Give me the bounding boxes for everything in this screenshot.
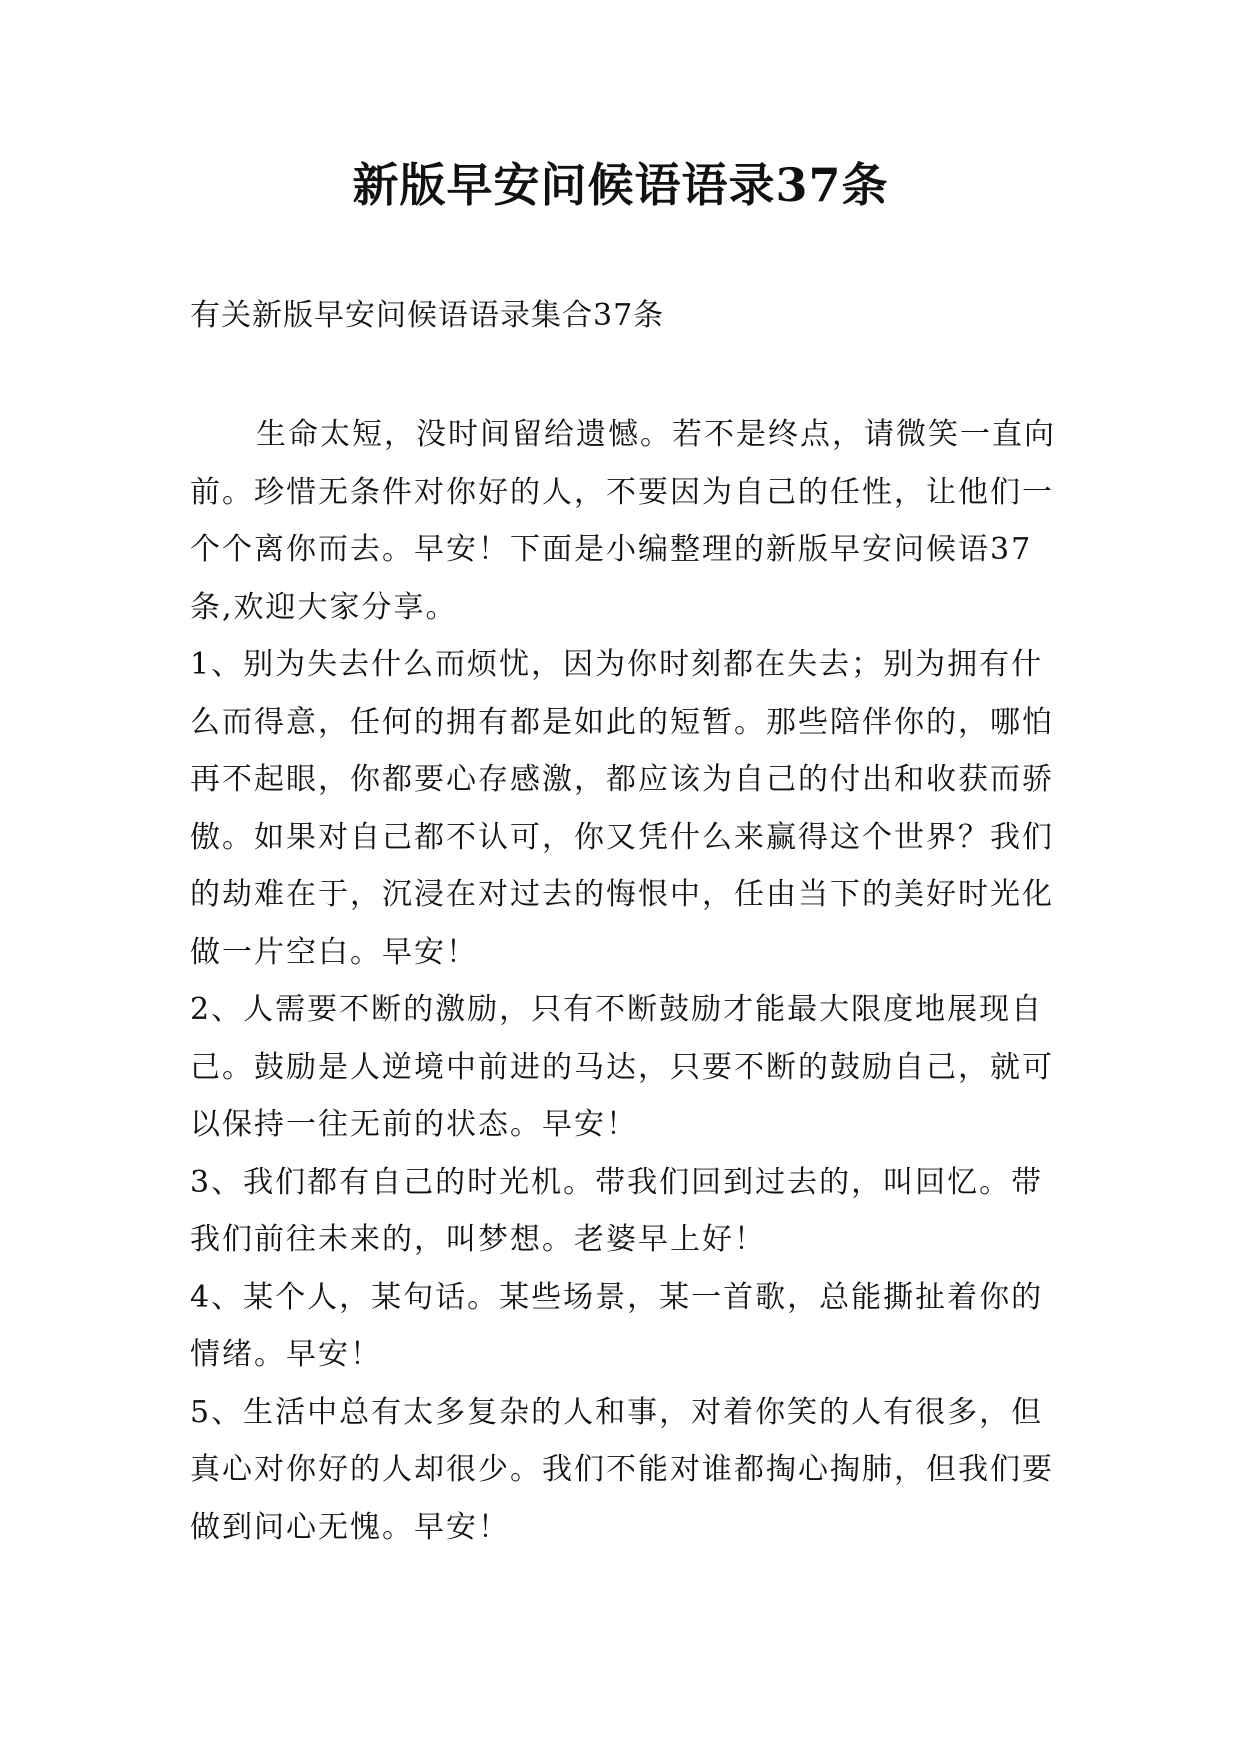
list-item: 4、某个人，某句话。某些场景，某一首歌，总能撕扯着你的情绪。早安！: [190, 1279, 1044, 1372]
list-item: 3、我们都有自己的时光机。带我们回到过去的，叫回忆。带我们前往未来的，叫梦想。老婆早上好！: [190, 1164, 1044, 1257]
document-body: [190, 406, 1070, 1556]
page-title: 新版早安问候语语录37条: [352, 158, 889, 212]
intro-paragraph: 生命太短，没时间留给遗憾。若不是终点，请微笑一直向前。珍惜无条件对你好的人，不要因为自己的任性，让他们一个个离你而去。早安！下面是小编整理的新版早安问候语37条,欢迎大家分享。: [190, 417, 1056, 625]
list-item: 2、人需要不断的激励，只有不断鼓励才能最大限度地展现自己。鼓励是人逆境中前进的马达，只要不断的鼓励自己，就可以保持一往无前的状态。早安！: [190, 992, 1054, 1142]
list-item: 1、别为失去什么而烦忧，因为你时刻都在失去；别为拥有什么而得意，任何的拥有都是如此的短暂。那些陪伴你的，哪怕再不起眼，你都要心存感激，都应该为自己的付出和收获而骄傲。如果对自己都不认可，你又凭什么来赢得这个世界？我们的劫难在于，沉浸在对过去的悔恨中，任由当下的美好时光化做一片空白。早安！: [190, 647, 1054, 970]
document-subtitle: 有关新版早安问候语语录集合37条: [190, 298, 665, 333]
list-item: 5、生活中总有太多复杂的人和事，对着你笑的人有很多，但真心对你好的人却很少。我们不能对谁都掏心掏肺，但我们要做到问心无愧。早安！: [190, 1394, 1054, 1545]
